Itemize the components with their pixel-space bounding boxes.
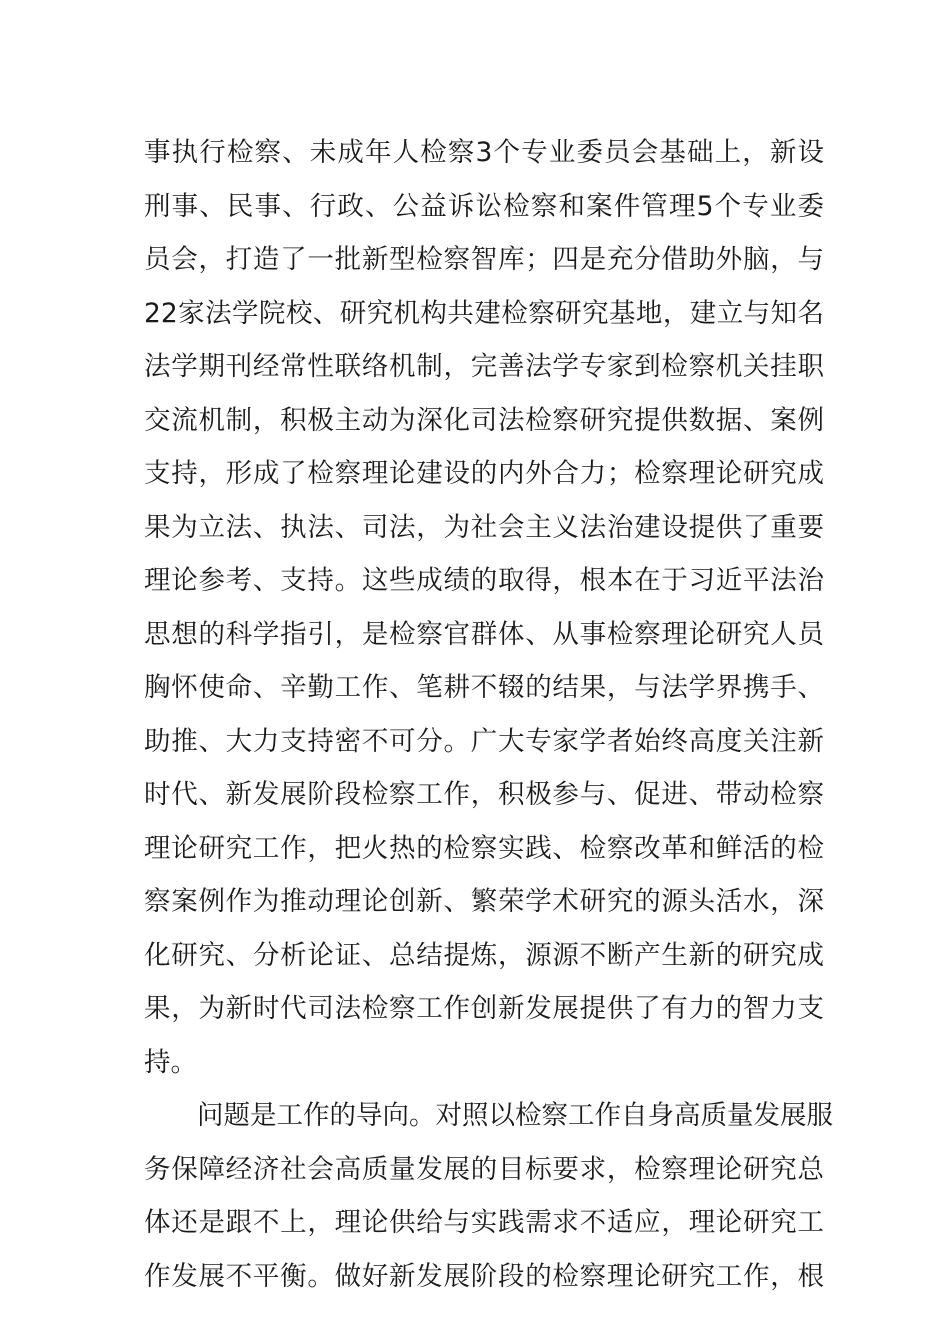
text-line: 果为立法、执法、司法，为社会主义法治建设提供了重要 — [144, 511, 824, 543]
text-line: 助推、大力支持密不可分。广大专家学者始终高度关注新 — [144, 725, 824, 757]
text-line: 交流机制，积极主动为深化司法检察研究提供数据、案例 — [144, 404, 824, 436]
text-line: 员会，打造了一批新型检察智库；四是充分借助外脑，与 — [144, 244, 824, 275]
text-line: 事执行检察、未成年人检察3个专业委员会基础上，新设 — [144, 137, 824, 168]
text-line: 22家法学院校、研究机构共建检察研究基地，建立与知名 — [144, 297, 824, 329]
text-line: 察案例作为推动理论创新、繁荣学术研究的源头活水，深 — [144, 886, 824, 917]
text-line: 务保障经济社会高质量发展的目标要求，检察理论研究总 — [144, 1153, 824, 1185]
text-line: 思想的科学指引，是检察官群体、从事检察理论研究人员 — [144, 618, 824, 650]
text-line: 时代、新发展阶段检察工作，积极参与、促进、带动检察 — [144, 779, 824, 810]
text-line: 理论参考、支持。这些成绩的取得，根本在于习近平法治 — [144, 565, 824, 596]
text-line: 理论研究工作，把火热的检察实践、检察改革和鲜活的检 — [144, 832, 824, 864]
paragraph-end-line: 持。 — [144, 1046, 197, 1078]
text-line: 支持，形成了检察理论建设的内外合力；检察理论研究成 — [144, 458, 824, 489]
text-line: 体还是跟不上，理论供给与实践需求不适应，理论研究工 — [144, 1207, 824, 1238]
text-line: 胸怀使命、辛勤工作、笔耕不辍的结果，与法学界携手、 — [144, 672, 824, 703]
text-line: 刑事、民事、行政、公益诉讼检察和案件管理5个专业委 — [144, 190, 824, 222]
text-line: 果，为新时代司法检察工作创新发展提供了有力的智力支 — [144, 993, 824, 1024]
text-line: 法学期刊经常性联络机制，完善法学专家到检察机关挂职 — [144, 351, 824, 382]
text-line: 作发展不平衡。做好新发展阶段的检察理论研究工作，根 — [144, 1260, 824, 1292]
paragraph-first-line: 问题是工作的导向。对照以检察工作自身高质量发展服 — [197, 1100, 833, 1131]
body-text — [144, 126, 833, 1303]
text-line: 化研究、分析论证、总结提炼，源源不断产生新的研究成 — [144, 939, 824, 971]
